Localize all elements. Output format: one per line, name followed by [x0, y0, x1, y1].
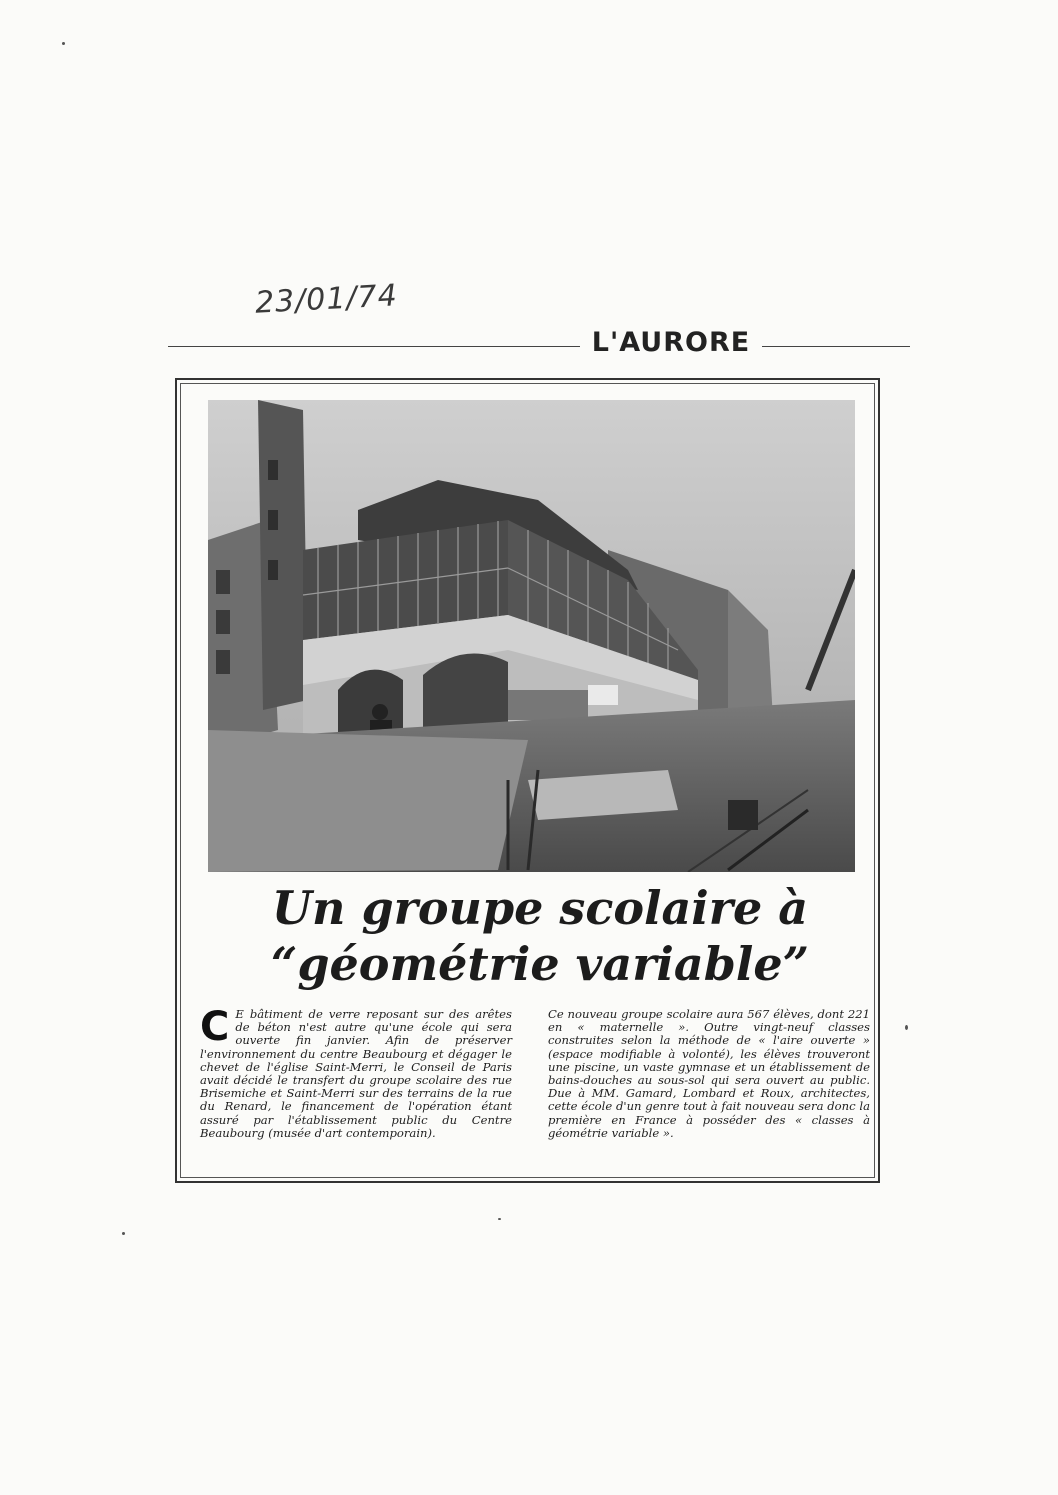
drop-cap: C	[200, 1004, 230, 1050]
headline-line-2: “géométrie variable”	[270, 937, 810, 991]
handwritten-date: 23/01/74	[254, 278, 399, 321]
scan-speck	[62, 42, 65, 45]
newspaper-masthead: L'AURORE	[591, 327, 751, 358]
headline-line-1: Un groupe scolaire à	[271, 881, 809, 935]
article-column-1-text: E bâtiment de verre reposant sur des arêtes de béton n'est autre qu'une école qui sera ouverte fin janvier. Afin de préserver l'environnement du centre Beaubourg et dégager le chevet de l'église Saint-Merri, le Conseil de Paris avait décidé le transfert du groupe scolaire des rue Brisemiche et Saint-Merri sur des terrains de la rue du Renard, le financement de l'opération étant assuré par l'établissement public du Centre Beaubourg (musée d'art contemporain).	[200, 1007, 512, 1140]
masthead-rule-left	[168, 346, 580, 347]
scan-speck	[905, 1025, 908, 1030]
article-headline	[200, 880, 880, 992]
scan-speck	[122, 1232, 125, 1235]
article-column-1	[200, 1004, 512, 1140]
building-photo	[208, 400, 855, 872]
article-column-2	[548, 1008, 870, 1140]
masthead-rule-right	[762, 346, 910, 347]
building-photo-icon	[208, 400, 855, 872]
article-column-2-text: Ce nouveau groupe scolaire aura 567 élèves, dont 221 en « maternelle ». Outre vingt-neuf classes construites selon la méthode de « l'aire ouverte » (espace modifiable à volonté), les élèves trouveront une piscine, un vaste gymnase et un établissement de bains-douches au sous-sol qui sera ouvert au public. Due à MM. Gamard, Lombard et Roux, architectes, cette école d'un genre tout à fait nouveau sera donc la première en France à posséder des « classes à géométrie variable ».	[548, 1007, 870, 1140]
scan-speck	[498, 1218, 501, 1220]
